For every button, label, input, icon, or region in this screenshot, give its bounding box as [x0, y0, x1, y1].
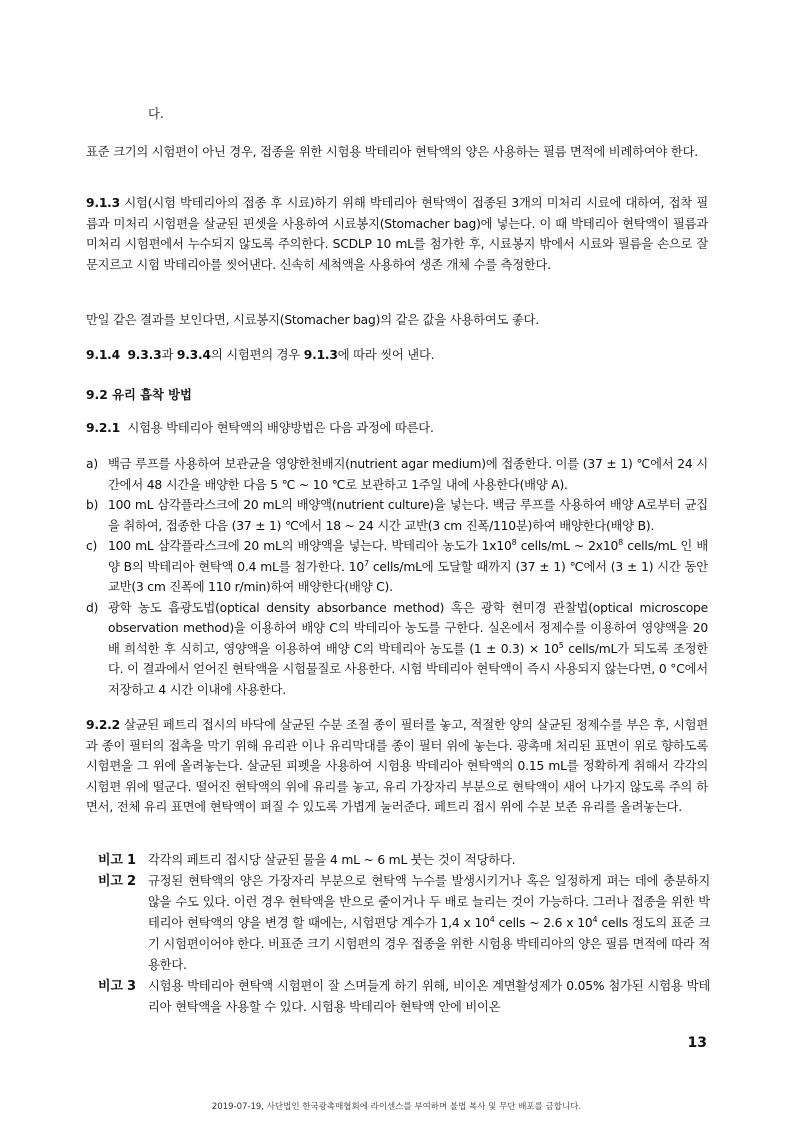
remark-1 [98, 850, 710, 871]
section-text: 에 따라 씻어 낸다. [337, 348, 435, 362]
remark-label: 비고 2 [98, 874, 136, 889]
exponent: 8 [618, 537, 624, 547]
paragraph-same-result: 만일 같은 결과를 보인다면, 시료봉지(Stomacher bag)의 같은 값을 사용하여도 좋다. [86, 313, 539, 327]
section-text: 살균된 페트리 접시의 바닥에 살균된 수분 조절 종이 필터를 놓고, 적절한 양의 살균된 정제수를 부은 후, 시험편과 종이 필터의 접촉을 막기 위해 유리관 이나 유리막대를 종이 필터 위에 놓는다. 광촉매 처리된 표면이 위로 향하도록 시험편을 그 위에 올려놓는다. 살균된 피펫을 사용하여 시험용 박테리아 현탁액의 0.15 mL를 정확하게 취해서 각각의 시험편 위에 떨군다. 떨어진 현탁액의 위에 유리를 놓고, 유리 가장자리 부분으로 현탁액이 새어 나가지 않도록 주의 하면서, 전체 유리 표면에 현탁액이 펴질 수 있도록 가볍게 눌러준다. 페트리 접시 위에 수분 보존 유리를 올려놓는다. [86, 718, 708, 814]
list-text: 100 mL 삼각플라스크에 20 mL의 배양액(nutrient culture)을 넣는다. 백금 루프를 사용하여 배양 A로부터 균집을 취하여, 접종한 다음 (37 ± 1) ℃에서 18 ~ 24 시간 교반(3 cm 진폭/110분)하여 배양한다(배양 B). [108, 498, 708, 533]
list-label: b) [86, 498, 99, 512]
section-text: 시험(시험 박테리아의 접종 후 시료)하기 위해 박테리아 현탁액이 접종된 3개의 미처리 시료에 대하여, 접착 필름과 미처리 시험편을 살균된 핀셋을 사용하여 시료봉지(Stomacher bag)에 넣는다. 이 때 박테리아 현탁액이 필름과 미처리 시험편에서 누수되지 않도록 주의한다. SCDLP 10 mL를 첨가한 후, 시료봉지 밖에서 시료와 필름을 손으로 잘 문지르고 시험 박테리아를 씻어낸다. 신속히 세척액을 사용하여 생존 개체 수를 측정한다. [86, 196, 708, 272]
list-label: c) [86, 539, 98, 553]
reference: 9.1.3 [303, 348, 338, 362]
remarks-list [98, 850, 710, 1018]
list-label: d) [86, 600, 99, 615]
remark-3 [98, 976, 710, 1018]
section-text: 과 [161, 348, 177, 362]
remark-text: cells ~ 2.6 x 10 [494, 916, 593, 930]
list-text: cells/mL 인 배양 B의 박테리아 현탁액 0.4 mL를 첨가한다. 10 [108, 539, 708, 574]
section-number: 9.2.2 [86, 718, 121, 732]
section-9-2-1 [86, 418, 708, 439]
continuation-text: 다. [148, 107, 164, 121]
exponent: 7 [363, 558, 369, 568]
section-9-2-2 [86, 715, 708, 818]
list-text: cells/mL가 되도록 조정한다. 이 결과에서 얻어진 현탁액을 시험물질로 사용한다. 시험 박테리아 현탁액이 즉시 사용되지 않는다면, 0 °C에서 저장하고 4 시간 이내에 사용한다. [108, 641, 708, 697]
heading-9-2: 9.2 유리 흡착 방법 [86, 388, 192, 402]
section-9-1-3 [86, 193, 708, 275]
list-text: cells/mL ~ 2x10 [516, 539, 619, 553]
page-number: 13 [687, 1035, 707, 1051]
section-9-1-4 [86, 345, 708, 366]
list-label: a) [86, 457, 98, 471]
remark-text: 규정된 현탁액의 양은 가장자리 부분으로 현탁액 누수를 발생시키거나 혹은 일정하게 펴는 데에 충분하지 않을 수도 있다. 이런 경우 현탁액을 반으로 줄이거나 두 배로 늘리는 것이 가능하다. 그러나 접종을 위한 박테리아 현탁액의 양을 변경 할 때에는, 시험편당 계수가 1,4 x 10 [148, 874, 710, 930]
exponent: 5 [558, 640, 564, 650]
section-number: 9.1.3 [86, 196, 121, 210]
reference: 9.3.3 [127, 348, 162, 362]
exponent: 4 [592, 914, 598, 924]
section-text: 시험용 박테리아 현탁액의 배양방법은 다음 과정에 따른다. [127, 421, 434, 435]
license-footer: 2019-07-19, 사단법인 한국광촉매협회에 라이센스를 부여하며 불법 복사 및 무단 배포를 금합니다. [211, 1102, 582, 1112]
remark-label: 비고 1 [98, 853, 136, 868]
list-item-b [86, 495, 708, 536]
remark-2 [98, 871, 710, 976]
list-text: 100 mL 삼각플라스크에 20 mL의 배양액을 넣는다. 박테리아 농도가 1x10 [108, 539, 512, 553]
list-item-c [86, 536, 708, 598]
reference: 9.3.4 [176, 348, 211, 362]
culture-steps-list [86, 454, 708, 700]
list-text: 광학 농도 흡광도법(optical density absorbance method) 혹은 광학 현미경 관찰법(optical microscope observation method)을 이용하여 배양 C의 박테리아 농도를 구한다. 실온에서 정제수를 이용하여 영양액을 20배 희석한 후 식히고, 영양액을 이용하여 배양 C의 박테리아 농도를 (1 ± 0.3) × 10 [108, 600, 708, 656]
remark-text: cells 정도의 표준 크기 시험편이어야 한다. 비표준 크기 시험편의 경우 접종을 위한 시험용 박테리아의 양은 필름 면적에 따라 적용한다. [148, 916, 710, 972]
section-number: 9.2.1 [86, 421, 121, 435]
exponent: 8 [511, 537, 517, 547]
section-text: 의 시험편의 경우 [210, 348, 304, 362]
remark-text: 각각의 페트리 접시당 살균된 물을 4 mL ~ 6 mL 붓는 것이 적당하다. [148, 853, 516, 867]
remark-text: 시험용 박테리아 현탁액 시험편이 잘 스며들게 하기 위해, 비이온 계면활성제가 0.05% 첨가된 시험용 박테리아 현탁액을 사용할 수 있다. 시험용 박테리아 현탁액 안에 비이온 [148, 979, 710, 1014]
list-item-a [86, 454, 708, 495]
list-item-d [86, 598, 708, 701]
section-number: 9.1.4 [86, 348, 121, 362]
exponent: 4 [489, 914, 495, 924]
paragraph-nonstandard-area: 표준 크기의 시험편이 아닌 경우, 접종을 위한 시험용 박테리아 현탁액의 양은 사용하는 필름 면적에 비례하여야 한다. [86, 145, 698, 159]
list-text: 백금 루프를 사용하여 보관균을 영양한천배지(nutrient agar medium)에 접종한다. 이를 (37 ± 1) ℃에서 24 시간에서 48 시간을 배양한 다음 5 ℃ ~ 10 ℃로 보관하고 1주일 내에 사용한다(배양 A). [108, 457, 708, 492]
list-text: cells/mL에 도달할 때까지 (37 ± 1) ℃에서 (3 ± 1) 시간 동안 교반(3 cm 진폭에 110 r/min)하여 배양한다(배양 C). [108, 559, 708, 594]
remark-label: 비고 3 [98, 979, 136, 994]
